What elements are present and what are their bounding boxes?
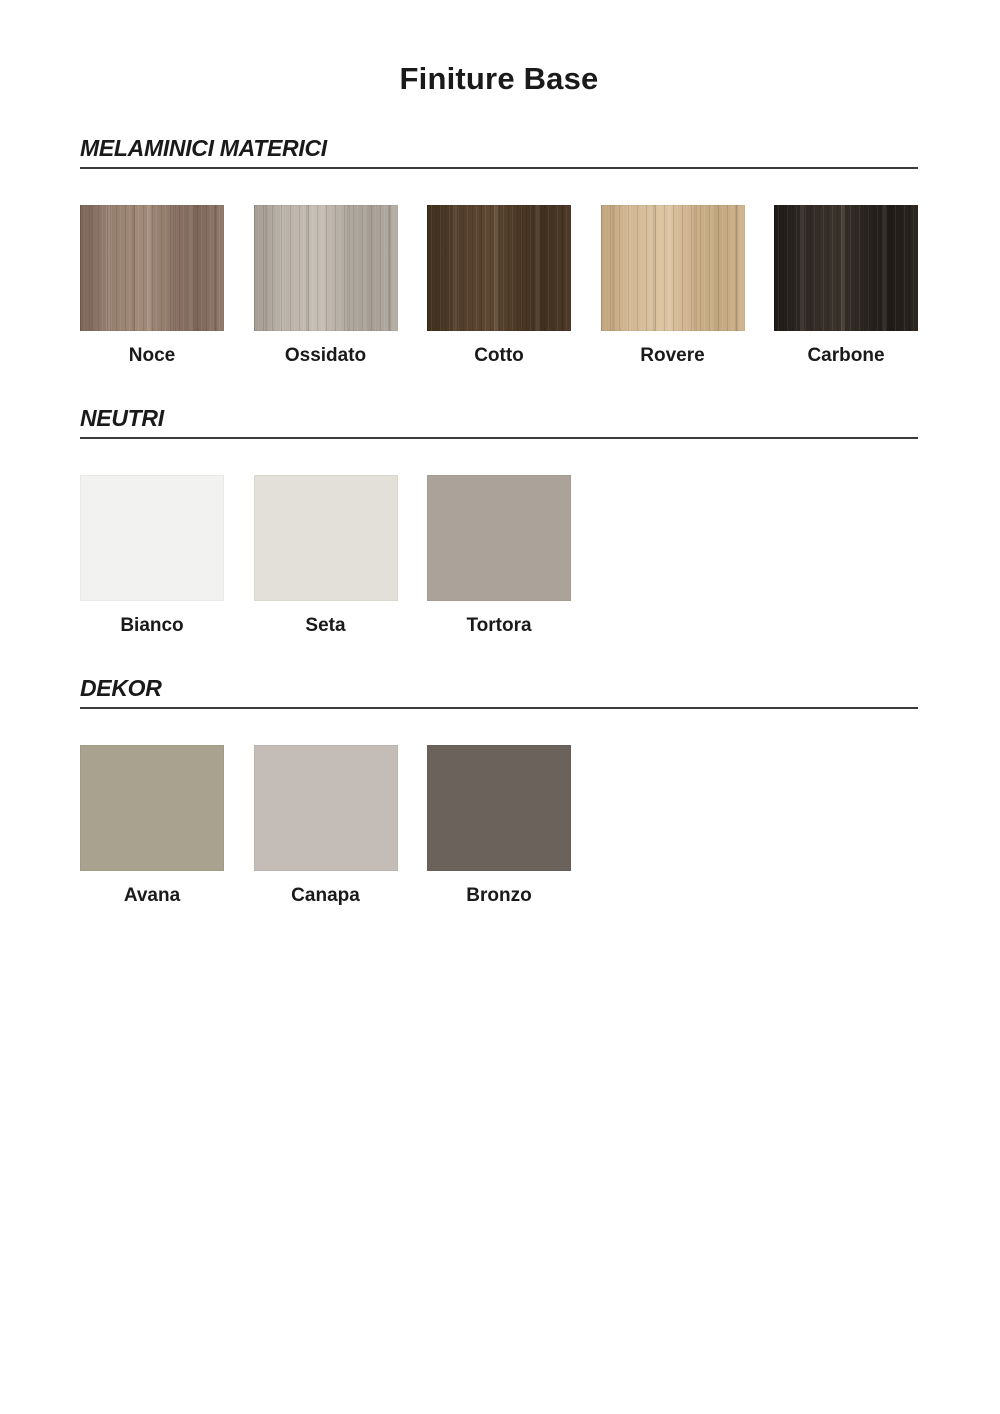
swatch-seta [254, 475, 398, 638]
swatch-label: Cotto [474, 345, 524, 366]
swatch-ossidato [254, 205, 398, 368]
swatch-row [80, 745, 918, 908]
swatch-carbone [774, 205, 918, 368]
swatch-avana [80, 745, 224, 908]
section-melaminici-materici [80, 134, 918, 368]
swatch-tile [254, 205, 398, 331]
swatch-noce [80, 205, 224, 368]
swatch-label: Noce [128, 345, 176, 366]
swatch-tile [427, 475, 571, 601]
swatch-tile [254, 745, 398, 871]
swatch-label: Tortora [466, 615, 532, 636]
swatch-tile [80, 745, 224, 871]
swatch-tile [80, 205, 224, 331]
sections [80, 134, 918, 908]
swatch-tile [80, 475, 224, 601]
section-dekor [80, 674, 918, 908]
swatch-tile [427, 205, 571, 331]
swatch-label: Ossidato [284, 345, 367, 366]
swatch-label: Carbone [807, 345, 885, 366]
section-heading: NEUTRI [80, 404, 918, 439]
swatch-cotto [427, 205, 571, 368]
swatch-tile [427, 745, 571, 871]
section-heading: MELAMINICI MATERICI [80, 134, 918, 169]
swatch-bianco [80, 475, 224, 638]
swatch-label: Bronzo [466, 885, 532, 906]
swatch-label: Canapa [291, 885, 360, 906]
swatch-row [80, 205, 918, 368]
page-title: Finiture Base [399, 61, 599, 96]
swatch-tile [774, 205, 918, 331]
swatch-rovere [601, 205, 745, 368]
swatch-label: Rovere [640, 345, 705, 366]
section-heading: DEKOR [80, 674, 918, 709]
swatch-canapa [254, 745, 398, 908]
swatch-bronzo [427, 745, 571, 908]
swatch-label: Seta [305, 615, 346, 636]
section-neutri [80, 404, 918, 638]
swatch-tortora [427, 475, 571, 638]
swatch-tile [254, 475, 398, 601]
swatch-tile [601, 205, 745, 331]
swatch-row [80, 475, 918, 638]
swatch-label: Avana [123, 885, 181, 906]
swatch-label: Bianco [120, 615, 184, 636]
